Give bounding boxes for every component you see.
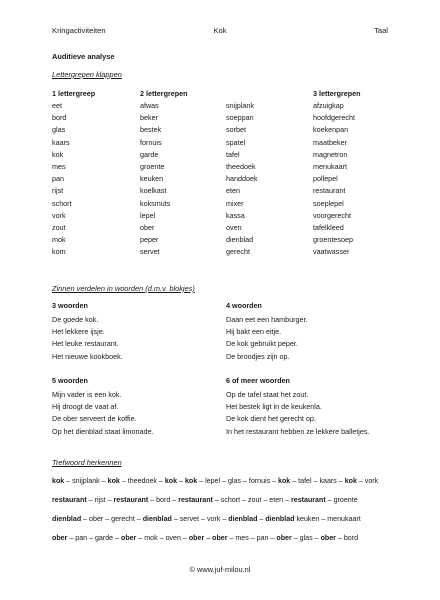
- word-cell: vork: [52, 210, 66, 220]
- word-cell: dienblad: [226, 235, 254, 245]
- sentence: Het nieuwe kookboek.: [52, 351, 123, 361]
- sentence-block-4-words: [226, 300, 308, 363]
- section-lettergrepen-title: Lettergrepen klappen: [52, 70, 122, 79]
- word-sequence: – lepel – glas – fornuis –: [197, 477, 279, 485]
- sentence: De ober serveert de koffie.: [52, 414, 137, 424]
- sentence: De kok gebruikt peper.: [226, 339, 298, 349]
- keyword: dienblad: [265, 515, 295, 523]
- word-cell: koekenpan: [313, 125, 349, 135]
- keyword: restaurant: [113, 496, 149, 504]
- word-sequence: – vork: [356, 477, 379, 485]
- block-heading: 3 woorden: [52, 301, 88, 310]
- word-cell: groente: [140, 161, 165, 171]
- keyword: ober: [212, 534, 228, 542]
- keyword: dienblad: [52, 515, 82, 523]
- word-sequence: – theedoek –: [119, 477, 165, 485]
- keyword: restaurant: [52, 496, 87, 504]
- word-cell: groentesoep: [313, 235, 353, 245]
- word-cell: soeplepel: [313, 198, 344, 208]
- word-sequence: –: [177, 477, 185, 485]
- word-cell: menukaart: [313, 161, 347, 171]
- syllable-column-1: [52, 88, 95, 258]
- word-sequence: – mok – oven –: [136, 534, 189, 542]
- word-sequence: –: [257, 515, 266, 523]
- sentence-block-5-words: [52, 375, 154, 438]
- word-cell: kom: [52, 247, 66, 257]
- word-sequence: – rijst –: [86, 496, 114, 504]
- syllable-column-2: [140, 88, 188, 258]
- word-cell: fornuis: [140, 137, 162, 147]
- header-right: Taal: [374, 26, 388, 35]
- word-cell: schort: [52, 198, 72, 208]
- word-sequence: – servet – vork –: [171, 515, 229, 523]
- word-sequence: – tafel – kaars –: [290, 477, 345, 485]
- word-cell: glas: [52, 125, 66, 135]
- sentence: Hij droogt de vaat af.: [52, 402, 119, 412]
- word-sequence: – groente: [325, 496, 358, 504]
- sentence-block-3-words: [52, 300, 123, 363]
- header-center: Kok: [213, 26, 227, 35]
- section-trefwoord-title: Trefwoord herkennen: [52, 458, 122, 467]
- syllable-column-3: [313, 88, 361, 258]
- word-cell: ober: [140, 222, 155, 232]
- keyword: restaurant: [178, 496, 213, 504]
- sentence: Op de tafel staat het zout.: [226, 390, 309, 399]
- word-cell: eet: [52, 101, 62, 110]
- word-sequence: keuken – menukaart: [294, 515, 361, 523]
- word-sequence: –: [204, 534, 213, 542]
- word-sequence: – mes – pan –: [227, 534, 277, 542]
- word-sequence: – bord: [335, 534, 359, 542]
- word-cell: bord: [52, 113, 67, 123]
- word-cell: handdoek: [226, 174, 258, 184]
- word-cell: oven: [226, 222, 242, 232]
- column-heading: 1 lettergreep: [52, 89, 96, 98]
- word-cell: hoofdgerecht: [313, 113, 355, 123]
- section-zinnen-title: Zinnen verdelen in woorden (d.m.v. blokjes): [52, 284, 195, 293]
- block-heading: 6 of meer woorden: [226, 376, 290, 385]
- sentence: Het lekkere ijsje.: [52, 327, 105, 337]
- keyword: kok: [52, 477, 65, 485]
- keyword: kok: [344, 477, 357, 485]
- word-cell: sorbet: [226, 125, 246, 135]
- word-cell: kok: [52, 149, 64, 159]
- word-cell: maatbeker: [313, 137, 347, 147]
- word-cell: spatel: [226, 137, 246, 147]
- word-sequence: – bord –: [148, 496, 179, 504]
- word-sequence: – pan – garde –: [67, 534, 122, 542]
- word-cell: zout: [52, 222, 66, 232]
- keyword: ober: [276, 534, 292, 542]
- block-heading: 4 woorden: [226, 301, 262, 310]
- word-sequence: – schort – zout – eten –: [212, 496, 291, 504]
- word-cell: kassa: [226, 210, 245, 220]
- word-cell: mixer: [226, 198, 244, 208]
- word-cell: tafelkleed: [313, 222, 344, 232]
- sentence: In het restaurant hebben ze lekkere balletjes.: [226, 426, 370, 436]
- word-cell: bestek: [140, 125, 162, 135]
- keyword-line-restaurant: [52, 496, 358, 504]
- keyword: kok: [184, 477, 198, 485]
- word-cell: eten: [226, 186, 240, 196]
- word-cell: garde: [140, 149, 159, 159]
- page-header: [52, 26, 388, 36]
- sentence: Daan eet een hamburger.: [226, 315, 308, 324]
- sentence: De broodjes zijn op.: [226, 351, 290, 361]
- word-cell: beker: [140, 113, 158, 123]
- word-cell: afzuigkap: [313, 101, 344, 110]
- sentence: Mijn vader is een kok.: [52, 390, 122, 399]
- word-cell: magnetron: [313, 149, 348, 159]
- page-footer: © www.juf-milou.nl: [189, 565, 251, 574]
- word-cell: restaurant: [313, 186, 346, 196]
- sentence: Het leuke restaurant.: [52, 339, 119, 349]
- word-cell: pan: [52, 174, 64, 184]
- sentence: De goede kok.: [52, 315, 99, 324]
- word-cell: soeppan: [226, 113, 254, 123]
- sentence: Op het dienblad staat limonade.: [52, 426, 154, 436]
- keyword: kok: [164, 477, 178, 485]
- keyword: restaurant: [291, 496, 326, 504]
- word-cell: keuken: [140, 174, 164, 184]
- header-left: Kringactiviteiten: [52, 26, 106, 35]
- keyword: ober: [188, 534, 205, 542]
- word-cell: voorgerecht: [313, 210, 351, 220]
- keyword: ober: [52, 534, 68, 542]
- keyword: dienblad: [228, 515, 258, 523]
- word-cell: vaatwasser: [313, 247, 350, 257]
- word-cell: theedoek: [226, 161, 256, 171]
- column-heading: 3 lettergrepen: [313, 89, 361, 98]
- syllable-column-2b: [226, 88, 258, 258]
- block-heading: 5 woorden: [52, 376, 88, 385]
- keyword-line-kok: [52, 477, 378, 485]
- sentence: De kok dient het gerecht op.: [226, 414, 316, 424]
- word-cell: pollepel: [313, 174, 338, 184]
- keyword: ober: [121, 534, 137, 542]
- word-cell: lepel: [140, 210, 156, 220]
- word-cell: peper: [140, 235, 159, 245]
- keyword-line-dienblad: [52, 515, 361, 523]
- word-cell: koelkast: [140, 186, 167, 196]
- word-sequence: – ober – gerecht –: [81, 515, 143, 523]
- word-cell: kaars: [52, 137, 70, 147]
- word-cell: tafel: [226, 149, 240, 159]
- word-cell: mok: [52, 235, 66, 245]
- word-cell: mes: [52, 161, 66, 171]
- keyword: dienblad: [142, 515, 172, 523]
- word-cell: koksmuts: [140, 198, 171, 208]
- word-cell: gerecht: [226, 247, 250, 257]
- column-heading: 2 lettergrepen: [140, 89, 188, 98]
- sentence: Hij bakt een eitje.: [226, 327, 282, 337]
- keyword: kok: [278, 477, 291, 485]
- keyword: kok: [107, 477, 120, 485]
- page-title: Auditieve analyse: [52, 52, 115, 61]
- column-heading: [226, 88, 258, 100]
- word-sequence: – glas –: [291, 534, 321, 542]
- keyword-line-ober: [52, 534, 358, 542]
- word-cell: servet: [140, 247, 160, 257]
- sentence-block-6-words: [226, 375, 369, 438]
- word-sequence: – snijplank –: [64, 477, 108, 485]
- keyword: ober: [320, 534, 336, 542]
- sentence: Het bestek ligt in de keukenla.: [226, 402, 322, 412]
- word-cell: rijst: [52, 186, 64, 196]
- word-cell: snijplank: [226, 101, 254, 110]
- word-cell: afwas: [140, 101, 159, 110]
